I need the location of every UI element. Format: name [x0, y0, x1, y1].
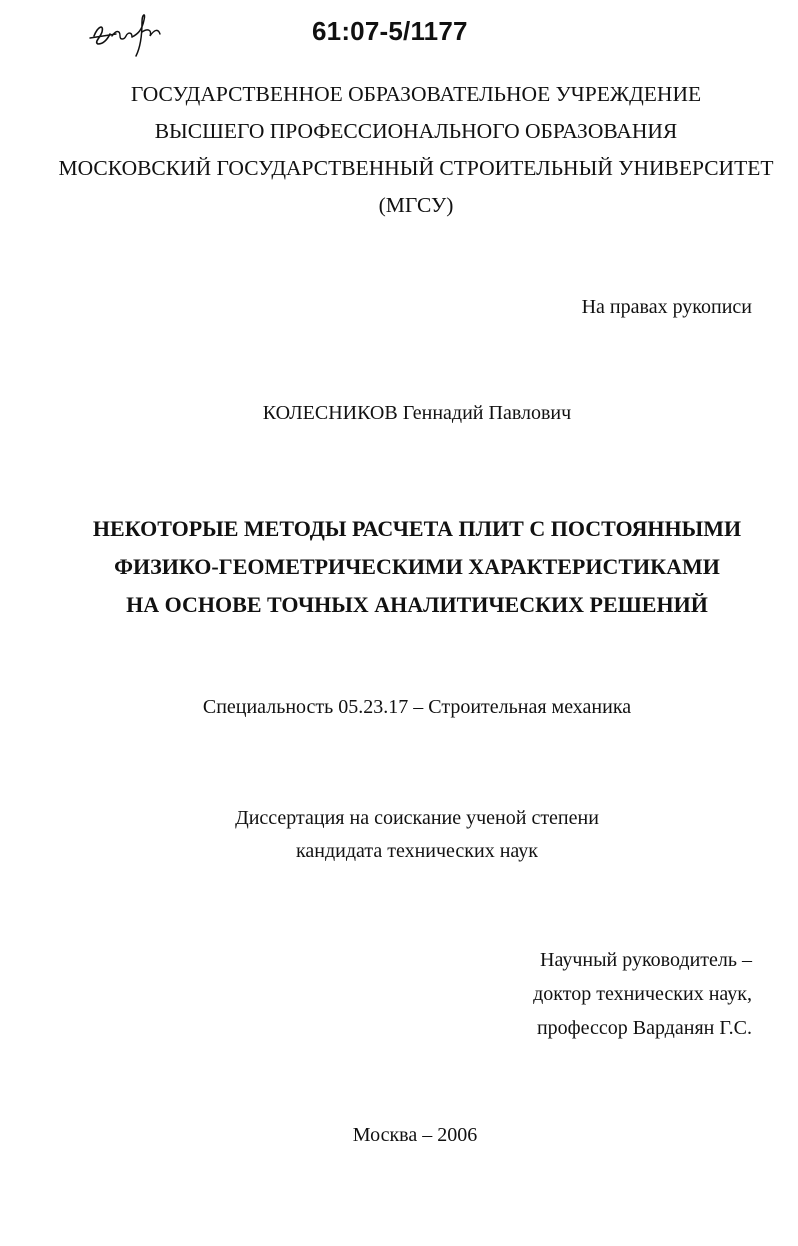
degree-block: [0, 802, 798, 868]
institution-line: (МГСУ): [378, 193, 454, 217]
institution-line: ГОСУДАРСТВЕННОЕ ОБРАЗОВАТЕЛЬНОЕ УЧРЕЖДЕНИЕ: [130, 82, 702, 106]
handwritten-signature: [86, 8, 168, 58]
supervisor-line: профессор Варданян Г.С.: [536, 1017, 752, 1039]
degree-line: кандидата технических наук: [295, 840, 539, 862]
institution-block: [40, 76, 792, 224]
supervisor-line: Научный руководитель –: [540, 949, 752, 971]
author-name: КОЛЕСНИКОВ Геннадий Павлович: [262, 402, 572, 424]
supervisor-block: [533, 943, 752, 1045]
dissertation-title: [0, 510, 798, 624]
degree-line: Диссертация на соискание ученой степени: [235, 807, 599, 829]
title-line: НА ОСНОВЕ ТОЧНЫХ АНАЛИТИЧЕСКИХ РЕШЕНИЙ: [126, 592, 708, 617]
supervisor-line: доктор технических наук,: [533, 983, 752, 1005]
city-year: Москва – 2006: [352, 1124, 478, 1146]
title-line: НЕКОТОРЫЕ МЕТОДЫ РАСЧЕТА ПЛИТ С ПОСТОЯННЫМИ: [92, 516, 742, 541]
institution-line: МОСКОВСКИЙ ГОСУДАРСТВЕННЫЙ СТРОИТЕЛЬНЫЙ УНИВЕРСИТЕТ: [58, 156, 774, 180]
title-line: ФИЗИКО-ГЕОМЕТРИЧЕСКИМИ ХАРАКТЕРИСТИКАМИ: [114, 554, 720, 579]
specialty-line: Специальность 05.23.17 – Строительная механика: [202, 696, 632, 718]
manuscript-rights-note: На правах рукописи: [581, 296, 752, 318]
institution-line: ВЫСШЕГО ПРОФЕССИОНАЛЬНОГО ОБРАЗОВАНИЯ: [154, 119, 678, 143]
catalog-number: 61:07-5/1177: [312, 16, 468, 46]
